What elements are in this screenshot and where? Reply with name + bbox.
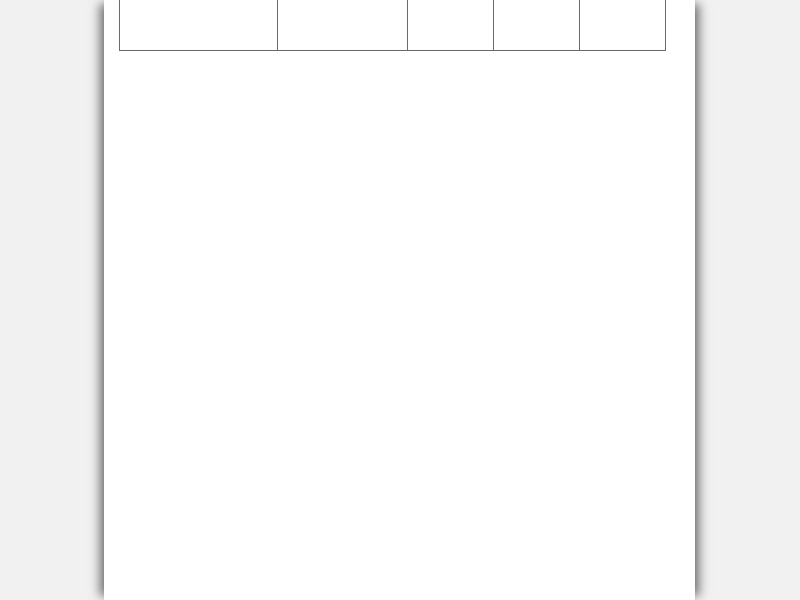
header-empty-cell — [408, 0, 494, 51]
section-header-label — [120, 0, 278, 51]
table-header-row — [120, 0, 666, 51]
header-empty-cell — [494, 0, 580, 51]
column-header-low-pension — [278, 0, 408, 51]
pension-statistics-table — [119, 0, 666, 51]
header-empty-cell — [580, 0, 666, 51]
table-section-header — [120, 0, 666, 51]
document-page — [104, 0, 695, 600]
